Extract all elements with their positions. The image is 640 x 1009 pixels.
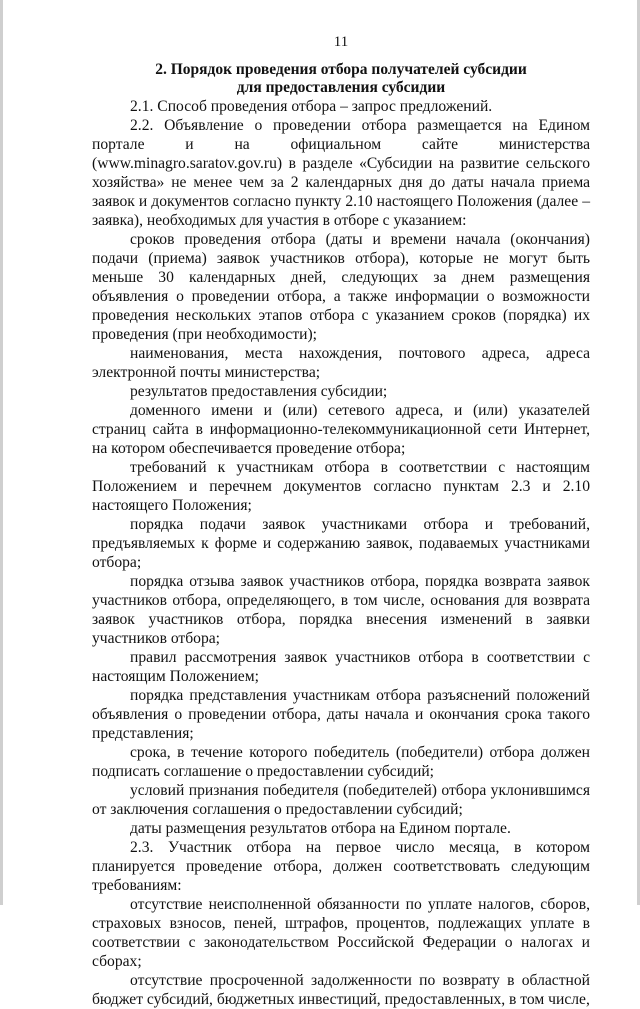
paragraph: отсутствие просроченной задолженности по возврату в областной бюджет субсидий, бюджетных инвестиций, предоставленных, в том числе, — [92, 972, 590, 1008]
section-heading-line1: 2. Порядок проведения отбора получателей субсидии — [155, 61, 527, 78]
paragraph: наименования, места нахождения, почтового адреса, адреса электронной почты министерства; — [92, 345, 590, 381]
paragraph: порядка подачи заявок участниками отбора и требований, предъявляемых к форме и содержанию заявок, подаваемых участниками отбора; — [92, 516, 590, 571]
section-heading-line2: для предоставления субсидии — [236, 79, 446, 96]
paragraph: правил рассмотрения заявок участников отбора в соответствии с настоящим Положением; — [92, 649, 590, 685]
paragraph: порядка отзыва заявок участников отбора, порядка возврата заявок участников отбора, определяющего, в том числе, основания для возврата заявок участников отбора, порядка внесения изменений в заявки участников отбора; — [92, 573, 590, 647]
paragraph: порядка представления участникам отбора разъяснений положений объявления о проведении отбора, даты начала и окончания срока такого представления; — [92, 687, 590, 742]
paragraph: 2.3. Участник отбора на первое число месяца, в котором планируется проведение отбора, должен соответствовать следующим требованиям: — [92, 839, 590, 894]
paragraph: 2.1. Способ проведения отбора – запрос предложений. — [130, 98, 493, 115]
body-text — [92, 97, 590, 1009]
paragraph: даты размещения результатов отбора на Едином портале. — [130, 820, 511, 837]
paragraph: сроков проведения отбора (даты и времени начала (окончания) подачи (приема) заявок участников отбора), которые не могут быть меньше 30 календарных дней, следующих за днем размещения объявления о проведении отбора, а также информации о возможности проведения нескольких этапов отбора с указанием сроков (порядка) их проведения (при необходимости); — [92, 231, 590, 343]
paragraph: условий признания победителя (победителей) отбора уклонившимся от заключения соглашения о предоставлении субсидий; — [92, 782, 590, 818]
paragraph: требований к участникам отбора в соответствии с настоящим Положением и перечнем документов согласно пунктам 2.3 и 2.10 настоящего Положения; — [92, 459, 590, 514]
paragraph: 2.2. Объявление о проведении отбора размещается на Едином портале и на официальном сайте министерства (www.minagro.saratov.gov.ru) в разделе «Субсидии на развитие сельского хозяйства» не менее чем за 2 календарных дня до даты начала приема заявок и документов согласно пункту 2.10 настоящего Положения (далее – заявка), необходимых для участия в отборе с указанием: — [92, 117, 590, 229]
paragraph: результатов предоставления субсидии; — [130, 383, 388, 400]
scan-edge-left — [0, 0, 3, 905]
paragraph: отсутствие неисполненной обязанности по уплате налогов, сборов, страховых взносов, пеней, штрафов, процентов, подлежащих уплате в соответствии с законодательством Российской Федерации о налогах и сборах; — [92, 896, 590, 970]
paragraph: срока, в течение которого победитель (победители) отбора должен подписать соглашение о предоставлении субсидий; — [92, 744, 590, 780]
page-number: 11 — [333, 34, 349, 50]
paragraph: доменного имени и (или) сетевого адреса, и (или) указателей страниц сайта в информационно-телекоммуникационной сети Интернет, на котором обеспечивается проведение отбора; — [92, 402, 590, 457]
